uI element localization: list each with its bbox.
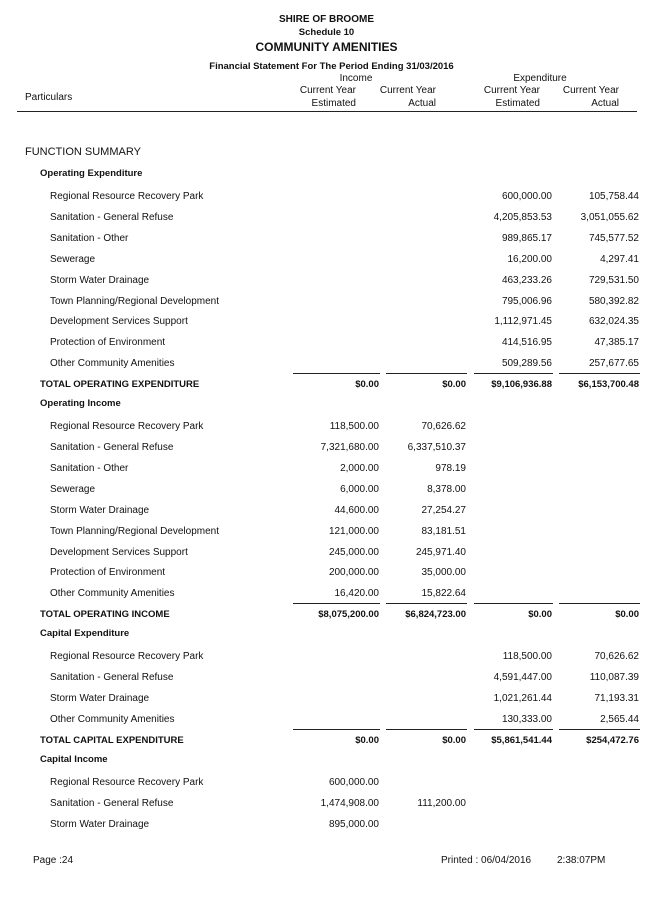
row-value: 245,000.00	[328, 546, 379, 558]
row-value: 200,000.00	[328, 567, 379, 579]
row-label: Storm Water Drainage	[50, 818, 150, 830]
row-value: 70,626.62	[594, 651, 639, 663]
page-subtitle: Financial Statement For The Period Ending 31/03/2016	[209, 61, 454, 72]
row-label: Other Community Amenities	[50, 588, 175, 600]
total-rule	[559, 373, 640, 374]
row-value: 6,337,510.37	[407, 442, 466, 453]
row-value: 795,006.96	[501, 295, 552, 307]
row-label: Storm Water Drainage	[50, 504, 150, 516]
row-value: 895,000.00	[328, 818, 379, 830]
row-label: Sewerage	[50, 253, 96, 265]
section-title: Operating Income	[40, 398, 121, 410]
row-label: Other Community Amenities	[50, 358, 175, 370]
total-rule	[386, 373, 467, 374]
section-title: Capital Expenditure	[40, 628, 130, 640]
row-value: 47,385.17	[594, 337, 639, 349]
section-title: Capital Income	[40, 753, 108, 765]
row-label: Sanitation - Other	[50, 232, 129, 244]
function-summary-heading: FUNCTION SUMMARY	[25, 146, 141, 158]
row-value: 3,051,055.62	[580, 211, 639, 223]
row-value: 414,516.95	[501, 337, 552, 349]
total-rule	[386, 729, 467, 730]
total-label: TOTAL OPERATING INCOME	[40, 609, 170, 621]
row-value: 257,677.65	[588, 358, 639, 370]
row-value: 110,087.39	[589, 672, 639, 684]
total-value: $0.00	[355, 379, 379, 391]
row-label: Development Services Support	[50, 546, 188, 558]
row-label: Sanitation - General Refuse	[50, 672, 174, 684]
total-value: $0.00	[442, 734, 466, 746]
total-value: $9,106,936.88	[491, 379, 552, 391]
row-value: 978.19	[435, 462, 466, 474]
col4-header-line1: Current Year	[562, 85, 619, 96]
row-label: Sanitation - Other	[50, 462, 129, 474]
total-rule	[293, 729, 380, 730]
total-label: TOTAL OPERATING EXPENDITURE	[40, 379, 200, 391]
total-rule	[559, 603, 640, 604]
row-value: 35,000.00	[421, 567, 466, 579]
row-label: Regional Resource Recovery Park	[50, 651, 204, 663]
total-value: $5,861,541.44	[491, 734, 552, 746]
schedule-label: Schedule 10	[298, 27, 355, 38]
section-title: Operating Expenditure	[40, 168, 143, 179]
row-value: 2,565.44	[600, 713, 639, 725]
row-value: 600,000.00	[501, 191, 552, 202]
total-rule	[293, 373, 380, 374]
row-value: 71,193.31	[594, 693, 639, 704]
row-label: Regional Resource Recovery Park	[50, 421, 204, 433]
total-value: $6,153,700.48	[578, 379, 639, 391]
row-label: Other Community Amenities	[50, 713, 175, 725]
total-rule	[293, 603, 380, 604]
row-value: 118,500.00	[329, 421, 379, 433]
row-value: 16,420.00	[334, 588, 379, 600]
row-value: 1,112,971.45	[494, 316, 552, 328]
col3-header-line2: Estimated	[495, 98, 540, 109]
row-value: 83,181.51	[421, 525, 466, 537]
row-label: Storm Water Drainage	[50, 693, 150, 704]
total-value: $6,824,723.00	[405, 609, 466, 621]
row-value: 70,626.62	[421, 421, 466, 433]
row-label: Sewerage	[50, 483, 96, 495]
row-label: Development Services Support	[50, 316, 188, 328]
row-value: 8,378.00	[427, 483, 466, 495]
row-value: 1,474,908.00	[320, 797, 379, 809]
row-value: 4,591,447.00	[493, 672, 552, 684]
total-rule	[474, 373, 553, 374]
row-value: 1,021,261.44	[493, 693, 552, 704]
total-value: $0.00	[528, 609, 552, 621]
total-value: $8,075,200.00	[318, 609, 379, 621]
expenditure-group-label: Expenditure	[513, 73, 567, 84]
row-value: 745,577.52	[588, 232, 639, 244]
col4-header-line2: Actual	[591, 98, 619, 109]
row-label: Regional Resource Recovery Park	[50, 776, 204, 788]
row-value: 509,289.56	[501, 358, 552, 370]
row-label: Sanitation - General Refuse	[50, 211, 174, 223]
row-value: 16,200.00	[507, 253, 552, 265]
row-value: 15,822.64	[421, 588, 466, 600]
row-label: Sanitation - General Refuse	[50, 797, 174, 809]
row-label: Protection of Environment	[50, 567, 166, 579]
total-rule	[559, 729, 640, 730]
row-label: Regional Resource Recovery Park	[50, 191, 204, 202]
total-value: $0.00	[442, 379, 466, 391]
col1-header-line2: Estimated	[311, 98, 356, 109]
row-value: 632,024.35	[588, 316, 639, 328]
particulars-header: Particulars	[25, 92, 73, 103]
income-group-label: Income	[339, 73, 373, 84]
row-value: 27,254.27	[421, 504, 466, 516]
row-value: 989,865.17	[501, 232, 552, 244]
col1-header-line1: Current Year	[299, 85, 356, 96]
header-divider	[17, 111, 637, 112]
row-value: 4,205,853.53	[493, 211, 552, 223]
total-value: $254,472.76	[586, 734, 639, 746]
row-value: 44,600.00	[334, 504, 379, 516]
row-value: 600,000.00	[328, 776, 379, 788]
row-value: 111,200.00	[417, 797, 466, 809]
row-value: 2,000.00	[340, 462, 379, 474]
total-value: $0.00	[355, 734, 379, 746]
printed-time: 2:38:07PM	[557, 855, 606, 866]
row-label: Protection of Environment	[50, 337, 166, 349]
row-label: Town Planning/Regional Development	[50, 295, 219, 307]
row-value: 121,000.00	[328, 525, 379, 537]
total-value: $0.00	[615, 609, 639, 621]
total-rule	[474, 603, 553, 604]
row-value: 4,297.41	[600, 253, 639, 265]
col2-header-line1: Current Year	[379, 85, 436, 96]
row-value: 118,500.00	[502, 651, 552, 663]
row-label: Town Planning/Regional Development	[50, 525, 219, 537]
row-value: 729,531.50	[588, 274, 639, 286]
row-value: 245,971.40	[415, 546, 466, 558]
row-value: 580,392.82	[588, 295, 639, 307]
total-rule	[474, 729, 553, 730]
row-label: Sanitation - General Refuse	[50, 442, 174, 453]
row-value: 6,000.00	[340, 483, 379, 495]
printed-date: Printed : 06/04/2016	[441, 855, 532, 866]
page-title: COMMUNITY AMENITIES	[255, 40, 398, 54]
org-name: SHIRE OF BROOME	[278, 14, 374, 25]
col3-header-line1: Current Year	[483, 85, 540, 96]
col2-header-line2: Actual	[408, 98, 436, 109]
row-value: 7,321,680.00	[320, 442, 379, 453]
total-label: TOTAL CAPITAL EXPENDITURE	[40, 734, 184, 746]
row-value: 105,758.44	[588, 191, 639, 202]
row-value: 463,233.26	[501, 274, 552, 286]
row-value: 130,333.00	[501, 713, 552, 725]
total-rule	[386, 603, 467, 604]
page-number: Page :24	[33, 855, 74, 866]
row-label: Storm Water Drainage	[50, 274, 150, 286]
